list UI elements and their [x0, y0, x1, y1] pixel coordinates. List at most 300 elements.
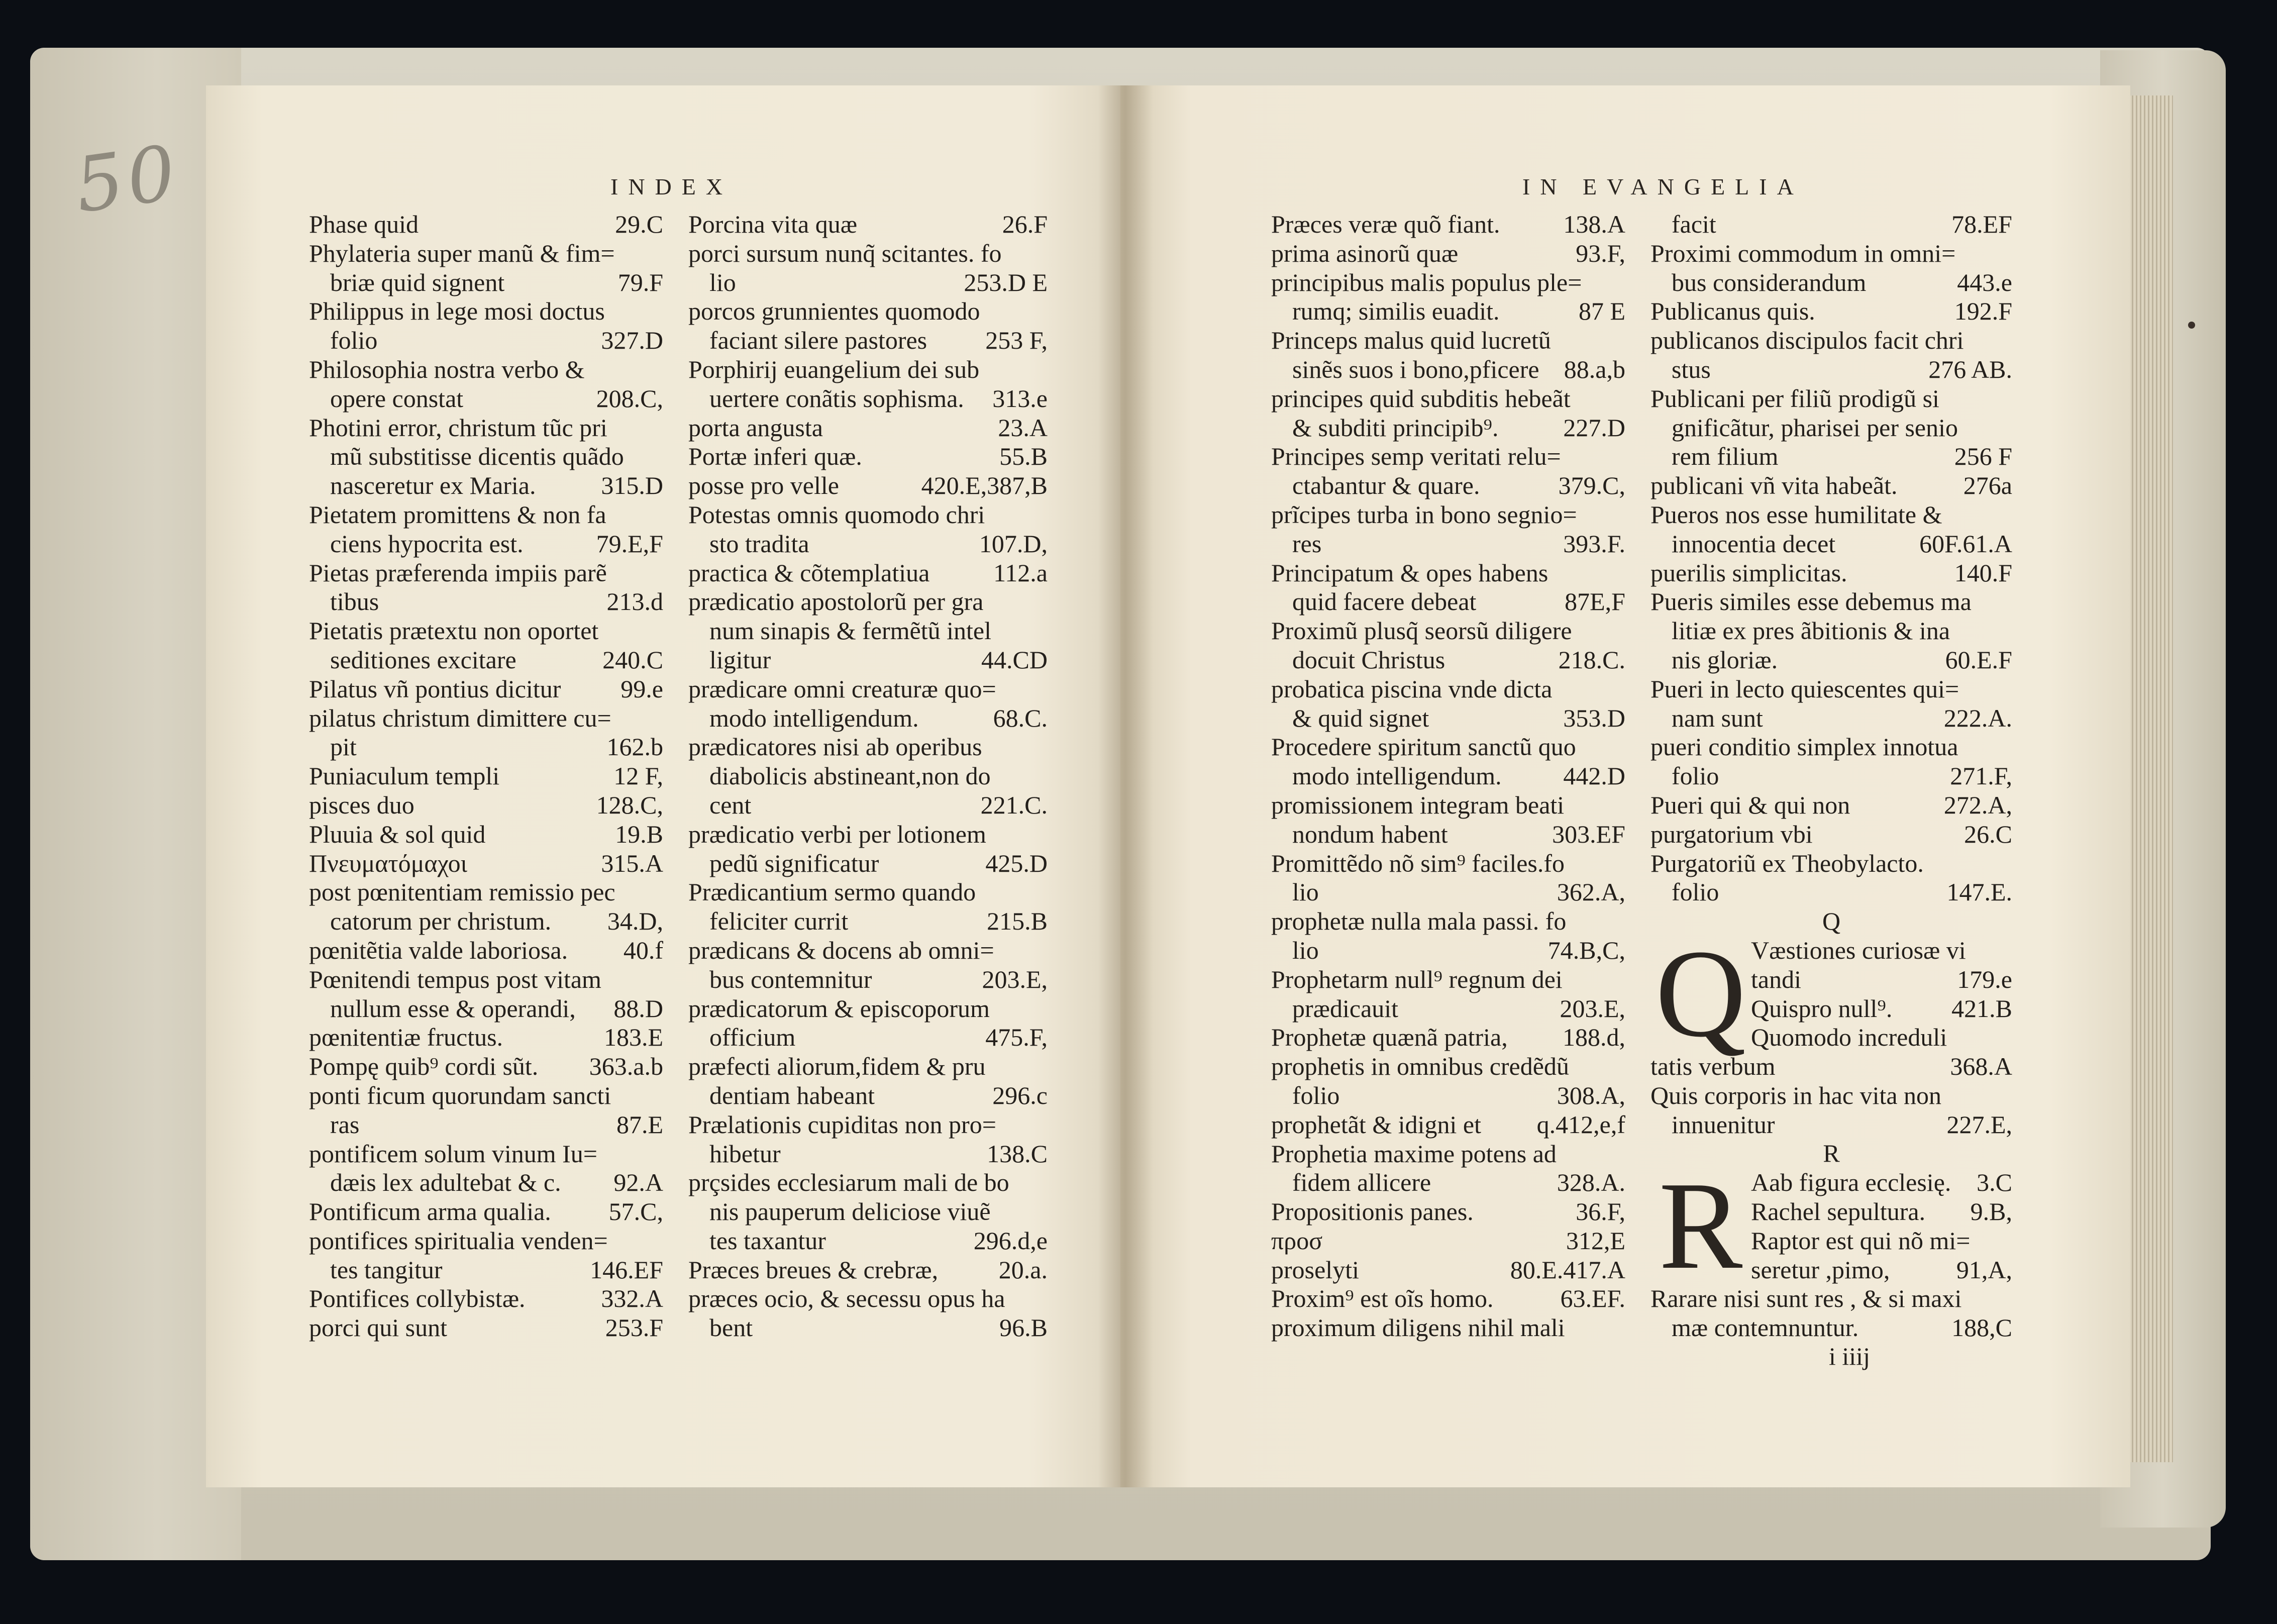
- index-entry: [1271, 210, 1625, 239]
- entry-reference: 442.D: [1563, 762, 1625, 790]
- index-entry: [309, 791, 663, 820]
- entry-reference: 379.C,: [1558, 471, 1625, 500]
- index-entry: [309, 268, 663, 297]
- entry-text: mæ contemnuntur.: [1672, 1313, 1859, 1342]
- entry-text: Puniaculum templi: [309, 762, 500, 790]
- index-entry: [309, 471, 663, 500]
- entry-reference: 3.C: [1977, 1168, 2012, 1197]
- entry-text: faciant silere pastores: [709, 326, 927, 355]
- index-entry: [1650, 414, 2012, 443]
- index-column-4: [1650, 210, 2012, 1343]
- entry-text: Pietatem promittens & non fa: [309, 500, 606, 529]
- entry-text: probatica piscina vnde dicta: [1271, 674, 1552, 703]
- index-entry: [688, 1110, 1048, 1140]
- index-entry: [309, 355, 663, 384]
- entry-reference: 23.A: [998, 413, 1048, 442]
- index-entry: [309, 907, 663, 936]
- entry-text: Præces breues & crebræ,: [688, 1255, 939, 1284]
- entry-reference: 88.D: [613, 994, 663, 1023]
- entry-reference: 420.E,387,B: [921, 471, 1048, 500]
- dropcap-q-lines: [1751, 936, 2012, 1052]
- index-entry: [688, 210, 1048, 239]
- entry-text: Prælationis cupiditas non pro=: [688, 1110, 996, 1139]
- entry-text: seretur ,pimo,: [1751, 1255, 1890, 1284]
- index-entry: [1650, 1052, 2012, 1081]
- entry-reference: 60F.61.A: [1919, 529, 2012, 558]
- index-entry: [1271, 500, 1625, 530]
- index-entry: [309, 587, 663, 617]
- index-entry: [1650, 239, 2012, 268]
- section-letter-q: Q: [1822, 907, 1841, 936]
- entry-reference: 40.f: [623, 936, 663, 964]
- index-entry: [688, 500, 1048, 530]
- entry-reference: 303.EF: [1552, 820, 1625, 848]
- entry-text: prima asinorũ quæ: [1271, 239, 1459, 267]
- entry-reference: 296.c: [992, 1081, 1048, 1109]
- entry-text: tatis verbum: [1650, 1052, 1776, 1080]
- running-head-left: INDEX: [610, 174, 733, 199]
- entry-text: προσ: [1271, 1226, 1323, 1255]
- index-entry: [1271, 326, 1625, 355]
- index-entry: [1751, 965, 2012, 994]
- dropcap-r-lines: [1751, 1168, 2012, 1284]
- entry-text: practica & cõtemplatiua: [688, 558, 930, 587]
- entry-text: Prophetia maxime potens ad: [1271, 1139, 1557, 1168]
- entry-text: pontificem solum vinum Iu=: [309, 1139, 597, 1168]
- index-entry: [1271, 936, 1625, 965]
- index-entry: [688, 907, 1048, 936]
- dropcap-block-r: [1650, 1156, 2012, 1296]
- entry-text: nis gloriæ.: [1672, 645, 1778, 674]
- index-column-1: [309, 210, 663, 1343]
- entry-text: Philosophia nostra verbo &: [309, 355, 585, 383]
- entry-reference: 271.F,: [1950, 762, 2012, 790]
- entry-reference: 179.e: [1957, 965, 2012, 993]
- entry-text: Pontifices collybistæ.: [309, 1284, 526, 1313]
- entry-text: ponti ficum quorundam sancti: [309, 1081, 611, 1109]
- index-entry: [1650, 617, 2012, 646]
- entry-text: bent: [709, 1313, 753, 1342]
- entry-text: Rarare nisi sunt res , & si maxi: [1650, 1284, 1962, 1313]
- entry-text: seditiones excitare: [330, 645, 516, 674]
- index-entry: [688, 704, 1048, 733]
- entry-text: rem filium: [1672, 442, 1779, 471]
- entry-text: prædicare omni creaturæ quo=: [688, 674, 996, 703]
- entry-reference: 68.C.: [993, 703, 1048, 732]
- entry-reference: 87.E: [616, 1110, 663, 1139]
- dropcap-block-q: [1650, 924, 2012, 1063]
- entry-reference: 443.e: [1957, 268, 2012, 296]
- index-entry: [1271, 268, 1625, 297]
- entry-reference: 425.D: [985, 849, 1048, 877]
- entry-text: puerilis simplicitas.: [1650, 558, 1847, 587]
- index-entry: [1271, 587, 1625, 617]
- entry-text: Quis corporis in hac vita non: [1650, 1081, 1942, 1109]
- index-entry: [1650, 820, 2012, 849]
- index-entry: [1271, 1023, 1625, 1052]
- entry-reference: 256 F: [1954, 442, 2012, 471]
- entry-text: Principatum & opes habens: [1271, 558, 1548, 587]
- pencil-shelfmark: 50: [69, 129, 185, 230]
- index-entry: [1650, 500, 2012, 530]
- index-entry: [688, 1023, 1048, 1052]
- index-entry: [1650, 733, 2012, 762]
- entry-reference: 74.B,C,: [1547, 936, 1625, 964]
- entry-text: Pueris similes esse debemus ma: [1650, 587, 1972, 616]
- entry-text: uertere conãtis sophisma.: [709, 384, 964, 413]
- entry-text: Phase quid: [309, 210, 419, 238]
- index-entry: [1271, 1110, 1625, 1140]
- entry-reference: 79.E,F: [596, 529, 663, 558]
- index-entry: [688, 1168, 1048, 1197]
- entry-text: Prædicantium sermo quando: [688, 878, 976, 906]
- index-entry: [688, 646, 1048, 675]
- index-entry: [309, 704, 663, 733]
- entry-reference: 188,C: [1951, 1313, 2012, 1342]
- entry-text: catorum per christum.: [330, 907, 552, 936]
- index-entry: [1271, 442, 1625, 471]
- entry-text: ras: [330, 1110, 360, 1139]
- entry-reference: 253.F: [605, 1313, 663, 1342]
- index-entry: [1650, 355, 2012, 384]
- entry-text: & subditi principib⁹.: [1292, 413, 1499, 442]
- entry-reference: 276 AB.: [1928, 355, 2012, 383]
- entry-text: pilatus christum dimittere cu=: [309, 703, 611, 732]
- entry-reference: 218.C.: [1558, 645, 1625, 674]
- entry-text: nullum esse & operandi,: [330, 994, 576, 1023]
- entry-reference: 253 F,: [985, 326, 1048, 355]
- entry-reference: 276a: [1963, 471, 2012, 500]
- entry-text: præces ocio, & secessu opus ha: [688, 1284, 1005, 1313]
- entry-text: sinẽs suos i bono,pficere: [1292, 355, 1539, 383]
- entry-text: Pompę quib⁹ cordi sũt.: [309, 1052, 539, 1081]
- entry-text: Proximi commodum in omni=: [1650, 239, 1956, 267]
- index-entry: [1650, 1284, 2012, 1313]
- entry-reference: 93.F,: [1576, 239, 1625, 267]
- index-entry: [1271, 1197, 1625, 1227]
- index-entry: [1650, 1110, 2012, 1140]
- index-entry: [1271, 994, 1625, 1024]
- entry-reference: 12 F,: [613, 762, 663, 790]
- entry-text: Potestas omnis quomodo chri: [688, 500, 985, 529]
- index-entry: [1271, 907, 1625, 936]
- entry-reference: 308.A,: [1557, 1081, 1625, 1109]
- entry-text: folio: [1672, 878, 1719, 906]
- entry-reference: 99.e: [620, 674, 663, 703]
- index-entry: [688, 878, 1048, 907]
- entry-reference: 315.A: [601, 849, 663, 877]
- entry-text: res: [1292, 529, 1322, 558]
- entry-text: Pilatus vñ pontius dicitur: [309, 674, 561, 703]
- entry-text: mũ substitisse dicentis quãdo: [330, 442, 624, 471]
- entry-text: Phylateria super manũ & fim=: [309, 239, 615, 267]
- entry-text: litiæ ex pres ãbitionis & ina: [1672, 617, 1950, 645]
- index-entry: [688, 442, 1048, 471]
- section-q-entries: [1650, 1052, 2012, 1139]
- entry-text: dæis lex adultebat & c.: [330, 1168, 561, 1197]
- entry-text: Quomodo increduli: [1751, 1023, 1947, 1052]
- entry-reference: 107.D,: [979, 529, 1048, 558]
- entry-text: prophetis in omnibus credẽdũ: [1271, 1052, 1569, 1081]
- entry-text: prædicatores nisi ab operibus: [688, 733, 982, 761]
- entry-text: Quispro null⁹.: [1751, 994, 1893, 1023]
- entry-reference: 79.F: [617, 268, 663, 296]
- index-entry: [309, 762, 663, 791]
- index-entry: [688, 559, 1048, 588]
- index-entry: [1650, 442, 2012, 471]
- index-entry: [1271, 297, 1625, 326]
- entry-text: docuit Christus: [1292, 645, 1445, 674]
- index-entry: [688, 1081, 1048, 1110]
- entry-reference: 60.E.F: [1945, 645, 2012, 674]
- entry-reference: 29.C: [615, 210, 663, 238]
- index-entry: [1751, 1197, 2012, 1227]
- entry-text: rumq; similis euadit.: [1292, 297, 1500, 326]
- entry-text: prædicatio apostolorũ per gra: [688, 587, 984, 616]
- entry-text: Præces veræ quõ fiant.: [1271, 210, 1500, 238]
- index-entry: [688, 1284, 1048, 1313]
- index-entry: [1271, 1313, 1625, 1343]
- entry-text: tes tangitur: [330, 1255, 443, 1284]
- index-entry: [688, 936, 1048, 965]
- entry-reference: 312,E: [1566, 1226, 1625, 1255]
- entry-text: Pueri qui & qui non: [1650, 790, 1850, 819]
- entry-text: promissionem integram beati: [1271, 790, 1565, 819]
- index-entry: [688, 297, 1048, 326]
- entry-text: facit: [1672, 210, 1716, 238]
- index-entry: [1751, 936, 2012, 965]
- entry-reference: 88.a,b: [1564, 355, 1625, 383]
- entry-text: pœnitẽtia valde laboriosa.: [309, 936, 568, 964]
- entry-text: Prophetæ quænã patria,: [1271, 1023, 1508, 1052]
- index-entry: [1650, 704, 2012, 733]
- entry-text: purgatorium vbi: [1650, 820, 1813, 848]
- page-edges: [2128, 95, 2173, 1462]
- index-entry: [1650, 384, 2012, 414]
- entry-text: Procedere spiritum sanctũ quo: [1271, 733, 1576, 761]
- entry-reference: 213.d: [606, 587, 663, 616]
- index-entry: [309, 1227, 663, 1256]
- entry-reference: 192.F: [1954, 297, 2012, 326]
- index-entry: [688, 471, 1048, 500]
- index-entry: [309, 675, 663, 704]
- ink-spot: [2188, 322, 2195, 329]
- index-entry: [1271, 1140, 1625, 1169]
- entry-text: prædicatio verbi per lotionem: [688, 820, 986, 848]
- dropcap-r: R: [1659, 1156, 1743, 1296]
- section-r-entries: [1650, 1284, 2012, 1343]
- entry-reference: 91,A,: [1956, 1255, 2012, 1284]
- index-entry: [688, 1227, 1048, 1256]
- index-entry: [309, 384, 663, 414]
- index-entry: [309, 936, 663, 965]
- entry-reference: 57.C,: [608, 1197, 663, 1226]
- entry-text: tes taxantur: [709, 1226, 826, 1255]
- index-entry: [309, 326, 663, 355]
- entry-reference: 363.a.b: [589, 1052, 663, 1081]
- index-entry: [1650, 762, 2012, 791]
- entry-reference: 87E,F: [1565, 587, 1625, 616]
- index-entry: [1271, 1168, 1625, 1197]
- index-entry: [309, 239, 663, 268]
- entry-reference: 20.a.: [998, 1255, 1048, 1284]
- index-entry: [309, 297, 663, 326]
- index-entry: [1650, 791, 2012, 820]
- entry-text: Porphirij euangelium dei sub: [688, 355, 980, 383]
- index-entry: [1650, 326, 2012, 355]
- entry-reference: 34.D,: [607, 907, 663, 936]
- entry-text: prædicans & docens ab omni=: [688, 936, 994, 964]
- entry-reference: 138.C: [987, 1139, 1048, 1168]
- entry-text: lio: [1292, 878, 1319, 906]
- index-entry: [1271, 675, 1625, 704]
- index-entry: [688, 1140, 1048, 1169]
- entry-text: briæ quid signent: [330, 268, 505, 296]
- entry-text: innuenitur: [1672, 1110, 1775, 1139]
- entry-reference: 183.E: [603, 1023, 663, 1052]
- entry-text: nis pauperum deliciose viuẽ: [709, 1197, 991, 1226]
- index-entry: [309, 442, 663, 471]
- index-entry: [688, 1313, 1048, 1343]
- index-entry: [1650, 878, 2012, 907]
- entry-text: Aab figura ecclesię.: [1751, 1168, 1951, 1197]
- entry-reference: 87 E: [1578, 297, 1625, 326]
- entry-text: Porcina vita quæ: [688, 210, 858, 238]
- entry-text: Princeps malus quid lucretũ: [1271, 326, 1551, 355]
- index-entry: [1271, 733, 1625, 762]
- index-entry: [309, 1081, 663, 1110]
- index-entry: [309, 1110, 663, 1140]
- index-column-3: [1271, 210, 1625, 1343]
- entry-reference: 63.EF.: [1560, 1284, 1625, 1313]
- entry-text: lio: [1292, 936, 1319, 964]
- index-entry: [309, 530, 663, 559]
- index-entry: [1650, 268, 2012, 297]
- entry-reference: 421.B: [1951, 994, 2012, 1023]
- index-entry: [688, 268, 1048, 297]
- index-column-2: [688, 210, 1048, 1343]
- index-entry: [688, 791, 1048, 820]
- index-entry: [1271, 820, 1625, 849]
- entry-text: Publicanus quis.: [1650, 297, 1815, 326]
- entry-text: Proximũ plusq̃ seorsũ diligere: [1271, 617, 1572, 645]
- entry-text: publicani vñ vita habeãt.: [1650, 471, 1898, 500]
- entry-text: nasceretur ex Maria.: [330, 471, 536, 500]
- index-entry: [309, 1052, 663, 1081]
- entry-reference: 78.EF: [1951, 210, 2012, 238]
- entry-reference: q.412,e,f: [1536, 1110, 1625, 1139]
- index-entry: [1271, 414, 1625, 443]
- index-entry: [309, 878, 663, 907]
- entry-reference: 227.D: [1563, 413, 1625, 442]
- entry-reference: 203.E,: [982, 965, 1048, 993]
- entry-text: Photini error, christum tũc pri: [309, 413, 607, 442]
- index-entry: [1271, 355, 1625, 384]
- entry-text: ligitur: [709, 645, 771, 674]
- index-entry: [309, 965, 663, 994]
- index-entry: [309, 994, 663, 1024]
- index-entry: [1271, 965, 1625, 994]
- entry-text: pit: [330, 733, 357, 761]
- dropcap-q: Q: [1655, 924, 1746, 1063]
- index-entry: [1650, 675, 2012, 704]
- entry-text: proselyti: [1271, 1255, 1359, 1284]
- entry-text: feliciter currit: [709, 907, 849, 936]
- index-entry: [1271, 1081, 1625, 1110]
- index-entry: [1650, 471, 2012, 500]
- entry-reference: 188.d,: [1563, 1023, 1625, 1052]
- index-entry: [1751, 1256, 2012, 1285]
- index-entry: [309, 1313, 663, 1343]
- index-entry: [309, 820, 663, 849]
- entry-text: officium: [709, 1023, 796, 1052]
- entry-text: Promittẽdo nõ sim⁹ faciles.fo: [1271, 849, 1565, 877]
- entry-text: pisces duo: [309, 790, 415, 819]
- index-entry: [688, 994, 1048, 1024]
- index-entry: [688, 617, 1048, 646]
- entry-text: dentiam habeant: [709, 1081, 875, 1109]
- entry-text: pontifices spiritualia venden=: [309, 1226, 608, 1255]
- entry-reference: 222.A.: [1943, 703, 2012, 732]
- entry-text: prçsides ecclesiarum mali de bo: [688, 1168, 1009, 1197]
- entry-text: Pœnitendi tempus post vitam: [309, 965, 601, 993]
- entry-text: ciens hypocrita est.: [330, 529, 524, 558]
- index-entry: [309, 849, 663, 878]
- entry-text: nondum habent: [1292, 820, 1448, 848]
- entry-text: stus: [1672, 355, 1711, 383]
- index-entry: [309, 1168, 663, 1197]
- entry-text: quid facere debeat: [1292, 587, 1477, 616]
- entry-text: post pœnitentiam remissio pec: [309, 878, 615, 906]
- entry-text: hibetur: [709, 1139, 781, 1168]
- entry-text: pedũ significatur: [709, 849, 879, 877]
- signature-mark: i iiij: [1829, 1342, 1870, 1370]
- entry-reference: 328.A.: [1557, 1168, 1625, 1197]
- index-entry: [1751, 994, 2012, 1024]
- entry-text: innocentia decet: [1672, 529, 1836, 558]
- entry-text: num sinapis & fermẽtũ intel: [709, 617, 992, 645]
- index-entry: [688, 414, 1048, 443]
- entry-text: Pontificum arma qualia.: [309, 1197, 551, 1226]
- entry-text: publicanos discipulos facit chri: [1650, 326, 1964, 355]
- entry-reference: 215.B: [987, 907, 1048, 936]
- entry-text: bus contemnitur: [709, 965, 872, 993]
- entry-reference: 208.C,: [596, 384, 663, 413]
- entry-text: pueri conditio simplex innotua: [1650, 733, 1958, 761]
- entry-text: Πνευματόμαχοι: [309, 849, 468, 877]
- entry-reference: 253.D E: [964, 268, 1048, 296]
- entry-text: Raptor est qui nõ mi=: [1751, 1226, 1971, 1255]
- entry-reference: 147.E.: [1946, 878, 2012, 906]
- entry-reference: 26.C: [1964, 820, 2012, 848]
- index-entry: [309, 1140, 663, 1169]
- entry-text: Philippus in lege mosi doctus: [309, 297, 605, 326]
- entry-text: ctabantur & quare.: [1292, 471, 1480, 500]
- index-entry: [1751, 1168, 2012, 1197]
- index-entry: [1271, 1256, 1625, 1285]
- entry-text: Portæ inferi quæ.: [688, 442, 862, 471]
- index-entry: [1271, 1227, 1625, 1256]
- entry-reference: 138.A: [1563, 210, 1625, 238]
- entry-reference: 368.A: [1950, 1052, 2012, 1080]
- entry-text: Pietatis prætextu non oportet: [309, 617, 599, 645]
- entry-text: Pietas præferenda impiis parẽ: [309, 558, 607, 587]
- index-entry: [688, 326, 1048, 355]
- entry-reference: 313.e: [992, 384, 1048, 413]
- index-entry: [1650, 297, 2012, 326]
- index-entry: [688, 965, 1048, 994]
- entry-reference: 315.D: [601, 471, 663, 500]
